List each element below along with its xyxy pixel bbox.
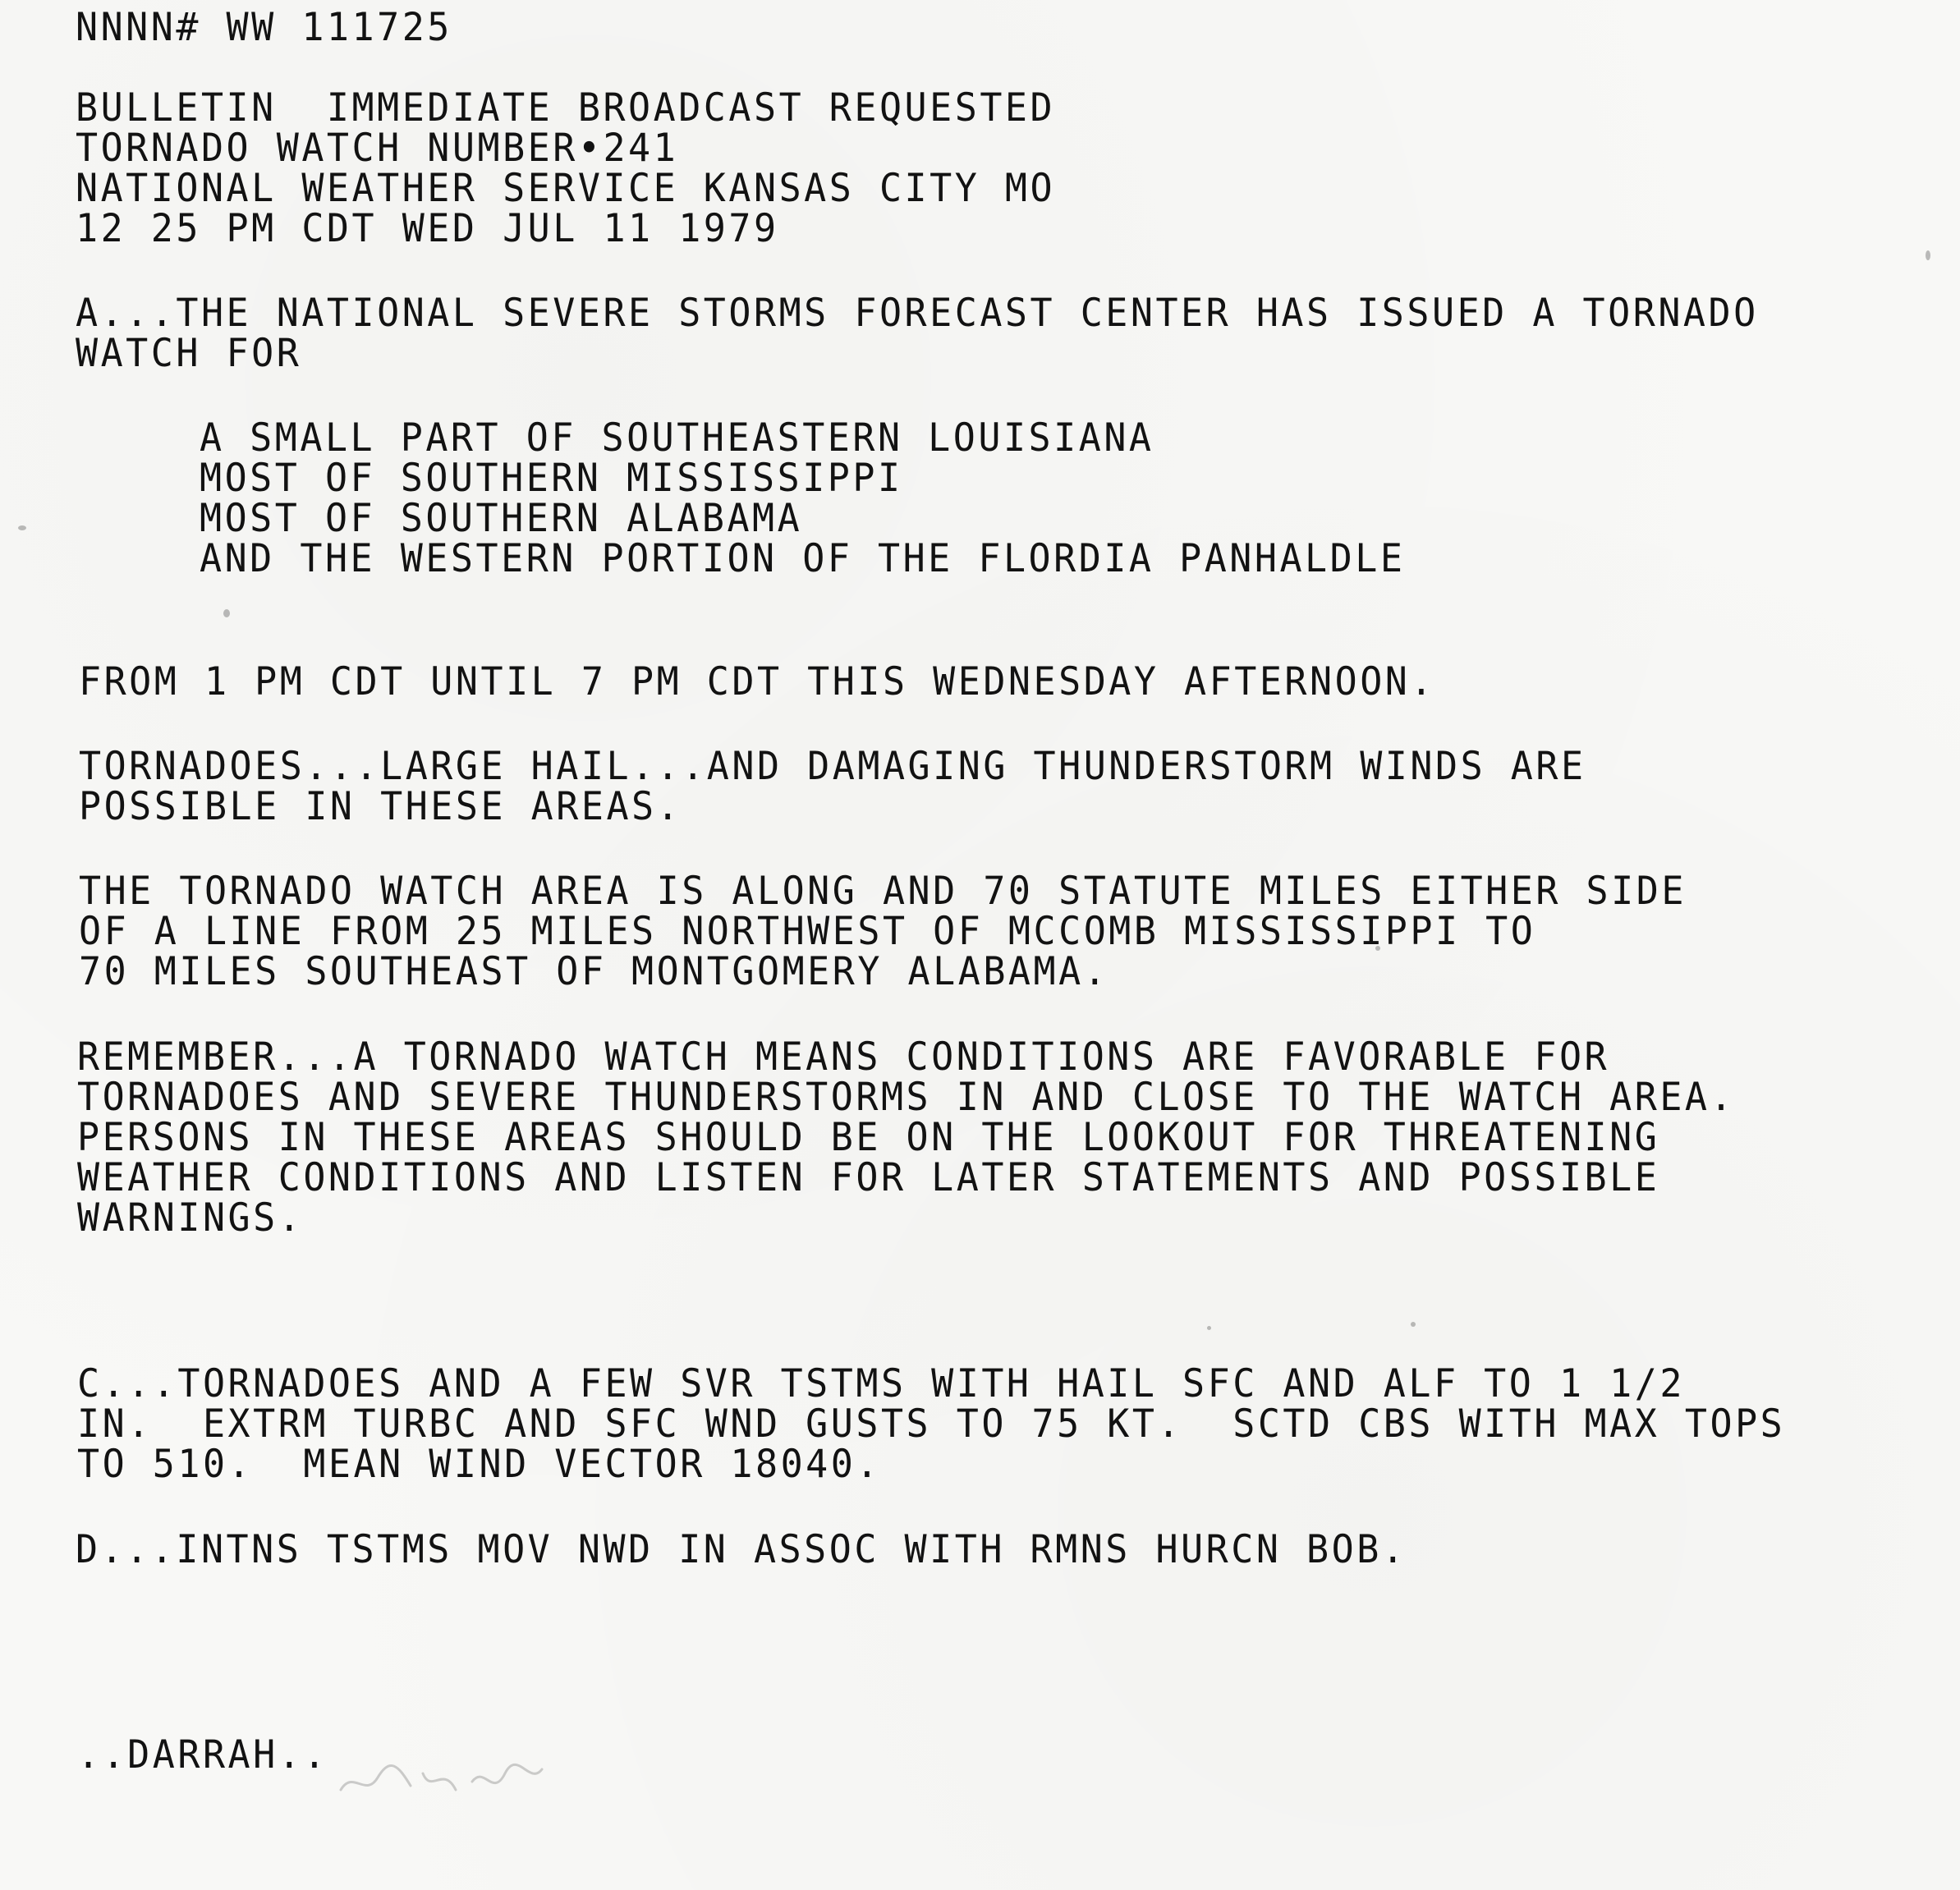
remember-line: TORNADOES AND SEVERE THUNDERSTORMS IN AND CLOSE TO THE WATCH AREA. — [77, 1073, 1736, 1120]
section-d-line: D...INTNS TSTMS MOV NWD IN ASSOC WITH RMNS HURCN BOB. — [76, 1525, 1407, 1572]
paper-speck — [18, 525, 26, 530]
bulletin-line: BULLETIN IMMEDIATE BROADCAST REQUESTED — [76, 84, 1056, 131]
section-c-line: IN. EXTRM TURBC AND SFC WND GUSTS TO 75 KT. SCTD CBS WITH MAX TOPS — [77, 1400, 1786, 1447]
watch-area-item: MOST OF SOUTHERN MISSISSIPPI — [200, 454, 903, 501]
watch-area-line: 70 MILES SOUTHEAST OF MONTGOMERY ALABAMA. — [79, 947, 1109, 994]
faint-initials-scribble — [333, 1741, 562, 1814]
watch-area-item: A SMALL PART OF SOUTHEASTERN LOUISIANA — [200, 414, 1154, 461]
remember-line: PERSONS IN THESE AREAS SHOULD BE ON THE LOOKOUT FOR THREATENING — [77, 1113, 1660, 1160]
watch-area-item: MOST OF SOUTHERN ALABAMA — [200, 494, 803, 541]
office-line: NATIONAL WEATHER SERVICE KANSAS CITY MO — [76, 164, 1056, 211]
hazards-line: TORNADOES...LARGE HAIL...AND DAMAGING THUNDERSTORM WINDS ARE — [79, 742, 1586, 789]
remember-line: WEATHER CONDITIONS AND LISTEN FOR LATER STATEMENTS AND POSSIBLE — [77, 1154, 1660, 1200]
watch-number-line: TORNADO WATCH NUMBER•241 — [76, 124, 679, 171]
valid-time-line: FROM 1 PM CDT UNTIL 7 PM CDT THIS WEDNESDAY AFTERNOON. — [79, 658, 1435, 704]
remember-line: WARNINGS. — [77, 1194, 304, 1241]
watch-area-line: OF A LINE FROM 25 MILES NORTHWEST OF MCCOMB MISSISSIPPI TO — [79, 907, 1536, 954]
paper-speck — [1411, 1322, 1416, 1327]
signoff-line: ..DARRAH.. — [77, 1731, 328, 1778]
routing-line: NNNN# WW 111725 — [76, 3, 452, 50]
section-c-line: C...TORNADOES AND A FEW SVR TSTMS WITH HAIL SFC AND ALF TO 1 1/2 — [77, 1360, 1685, 1406]
watch-area-item: AND THE WESTERN PORTION OF THE FLORDIA PANHALDLE — [200, 534, 1406, 581]
paper-speck — [1207, 1326, 1211, 1330]
section-a-line-2: WATCH FOR — [76, 329, 302, 376]
issued-line: 12 25 PM CDT WED JUL 11 1979 — [76, 204, 779, 251]
paper-speck — [223, 609, 230, 617]
section-c-line: TO 510. MEAN WIND VECTOR 18040. — [77, 1440, 881, 1487]
paper-speck — [1375, 946, 1380, 951]
watch-area-line: THE TORNADO WATCH AREA IS ALONG AND 70 STATUTE MILES EITHER SIDE — [79, 867, 1687, 914]
remember-line: REMEMBER...A TORNADO WATCH MEANS CONDITIONS ARE FAVORABLE FOR — [77, 1033, 1610, 1080]
hazards-line: POSSIBLE IN THESE AREAS. — [79, 782, 682, 829]
section-a-line-1: A...THE NATIONAL SEVERE STORMS FORECAST CENTER HAS ISSUED A TORNADO — [76, 289, 1759, 336]
paper-speck — [1926, 250, 1930, 260]
